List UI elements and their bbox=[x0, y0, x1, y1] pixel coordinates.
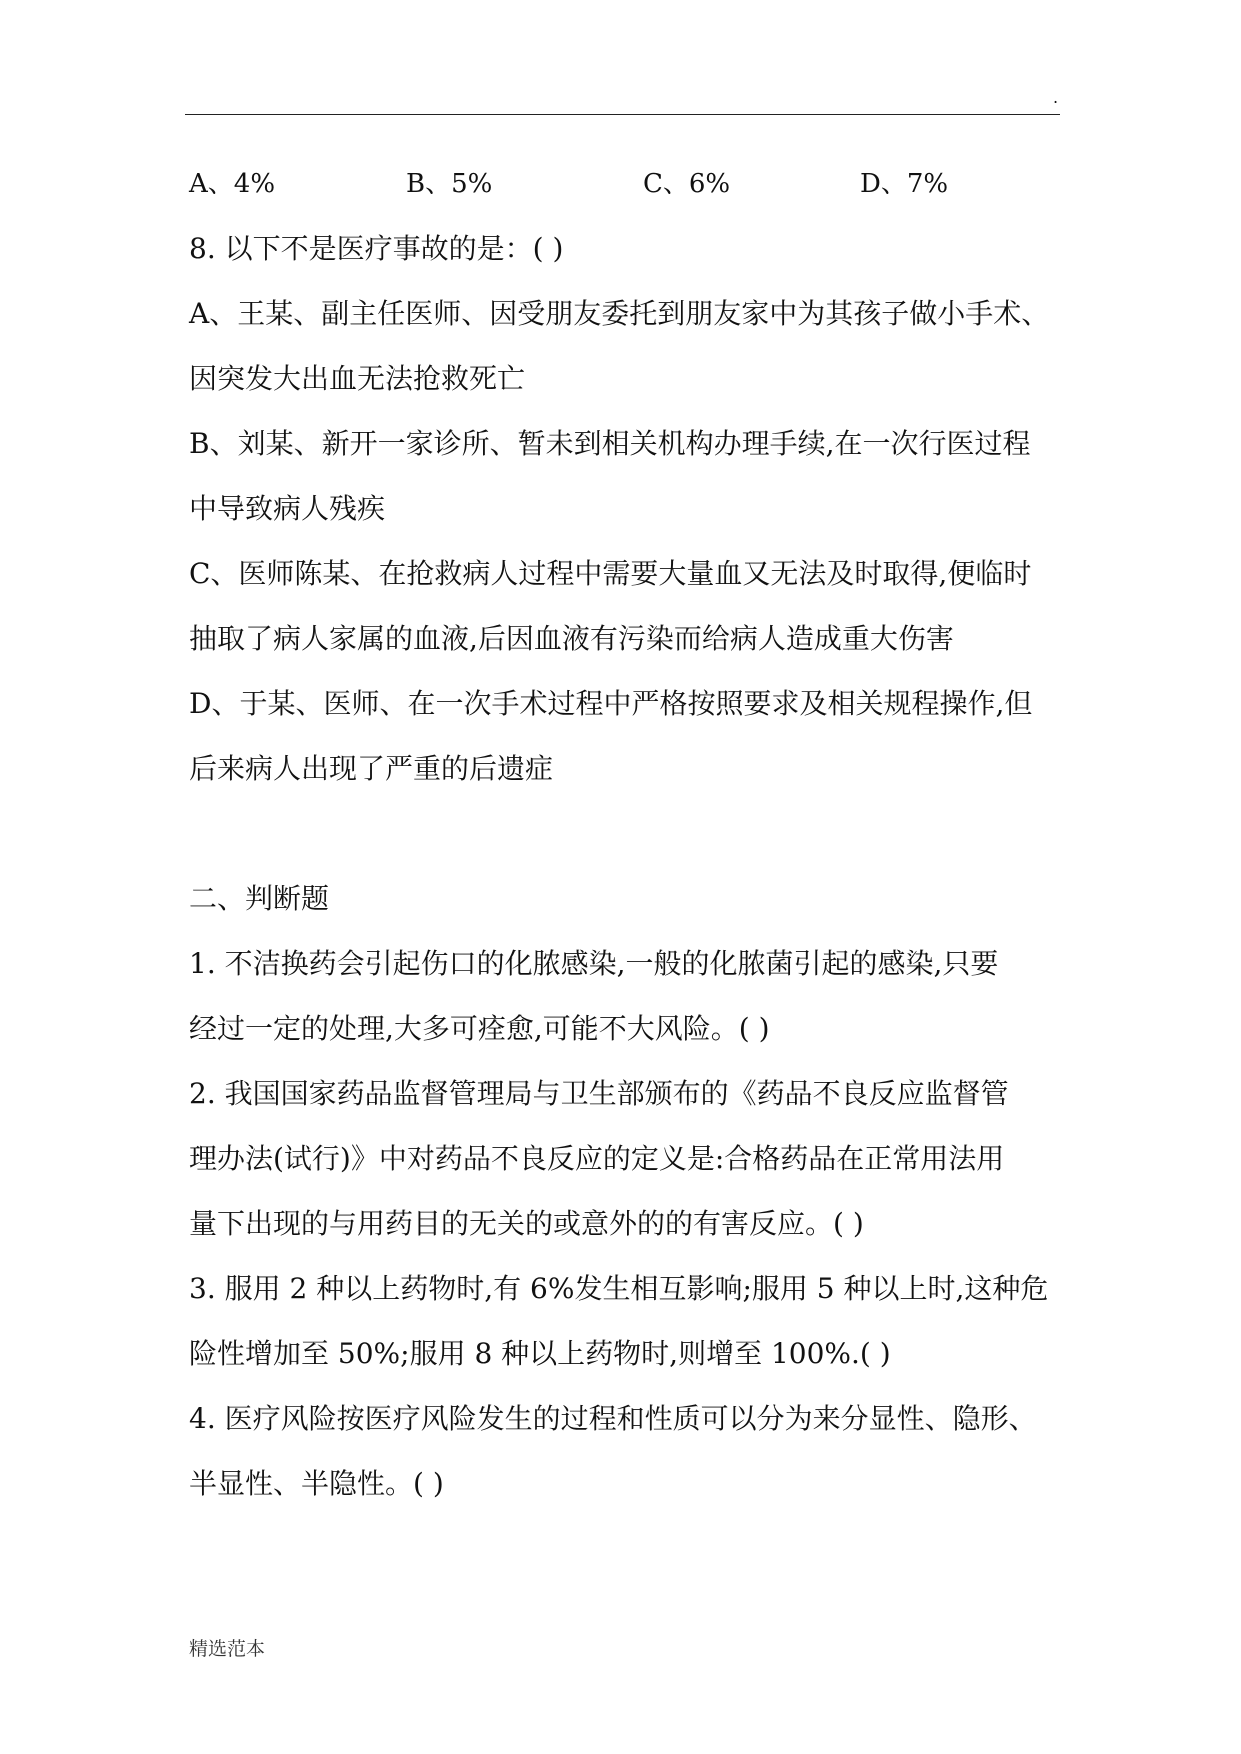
section-title: 二、判断题 bbox=[189, 882, 330, 915]
q8-line: D、于某、医师、在一次手术过程中严格按照要求及相关规程操作,但 bbox=[189, 687, 1033, 720]
tf-line: 2. 我国国家药品监督管理局与卫生部颁布的《药品不良反应监督管 bbox=[189, 1077, 1009, 1110]
q7-option-b: B、5% bbox=[406, 169, 493, 199]
tf-line: 1. 不洁换药会引起伤口的化脓感染,一般的化脓菌引起的感染,只要 bbox=[189, 947, 999, 980]
tf-line: 险性增加至 50%;服用 8 种以上药物时,则增至 100%.( ) bbox=[189, 1337, 891, 1370]
q8-line: C、医师陈某、在抢救病人过程中需要大量血又无法及时取得,便临时 bbox=[189, 557, 1032, 590]
tf-line: 理办法(试行)》中对药品不良反应的定义是:合格药品在正常用法用 bbox=[189, 1142, 1005, 1175]
header-mark: . bbox=[1053, 88, 1059, 107]
q8-line: 后来病人出现了严重的后遗症 bbox=[189, 752, 554, 785]
q8-stem: 8. 以下不是医疗事故的是：( ) bbox=[189, 232, 564, 265]
tf-line: 经过一定的处理,大多可痊愈,可能不大风险。( ) bbox=[189, 1012, 770, 1045]
q8-line: B、刘某、新开一家诊所、暂未到相关机构办理手续,在一次行医过程 bbox=[189, 427, 1031, 460]
q7-option-a: A、4% bbox=[189, 169, 276, 199]
q7-option-c: C、6% bbox=[643, 169, 731, 199]
q8-line: 中导致病人残疾 bbox=[189, 492, 386, 525]
q7-option-d: D、7% bbox=[860, 169, 949, 199]
tf-line: 4. 医疗风险按医疗风险发生的过程和性质可以分为来分显性、隐形、 bbox=[189, 1402, 1037, 1435]
q8-line: 因突发大出血无法抢救死亡 bbox=[189, 362, 526, 395]
q8-line: 抽取了病人家属的血液,后因血液有污染而给病人造成重大伤害 bbox=[189, 622, 954, 655]
header-rule bbox=[185, 114, 1060, 115]
tf-line: 量下出现的与用药目的无关的或意外的的有害反应。( ) bbox=[189, 1207, 864, 1240]
q8-line: A、王某、副主任医师、因受朋友委托到朋友家中为其孩子做小手术、 bbox=[189, 297, 1050, 330]
page-footer: 精选范本 bbox=[189, 1638, 266, 1660]
tf-line: 3. 服用 2 种以上药物时,有 6%发生相互影响;服用 5 种以上时,这种危 bbox=[189, 1272, 1049, 1305]
tf-line: 半显性、半隐性。( ) bbox=[189, 1467, 444, 1500]
